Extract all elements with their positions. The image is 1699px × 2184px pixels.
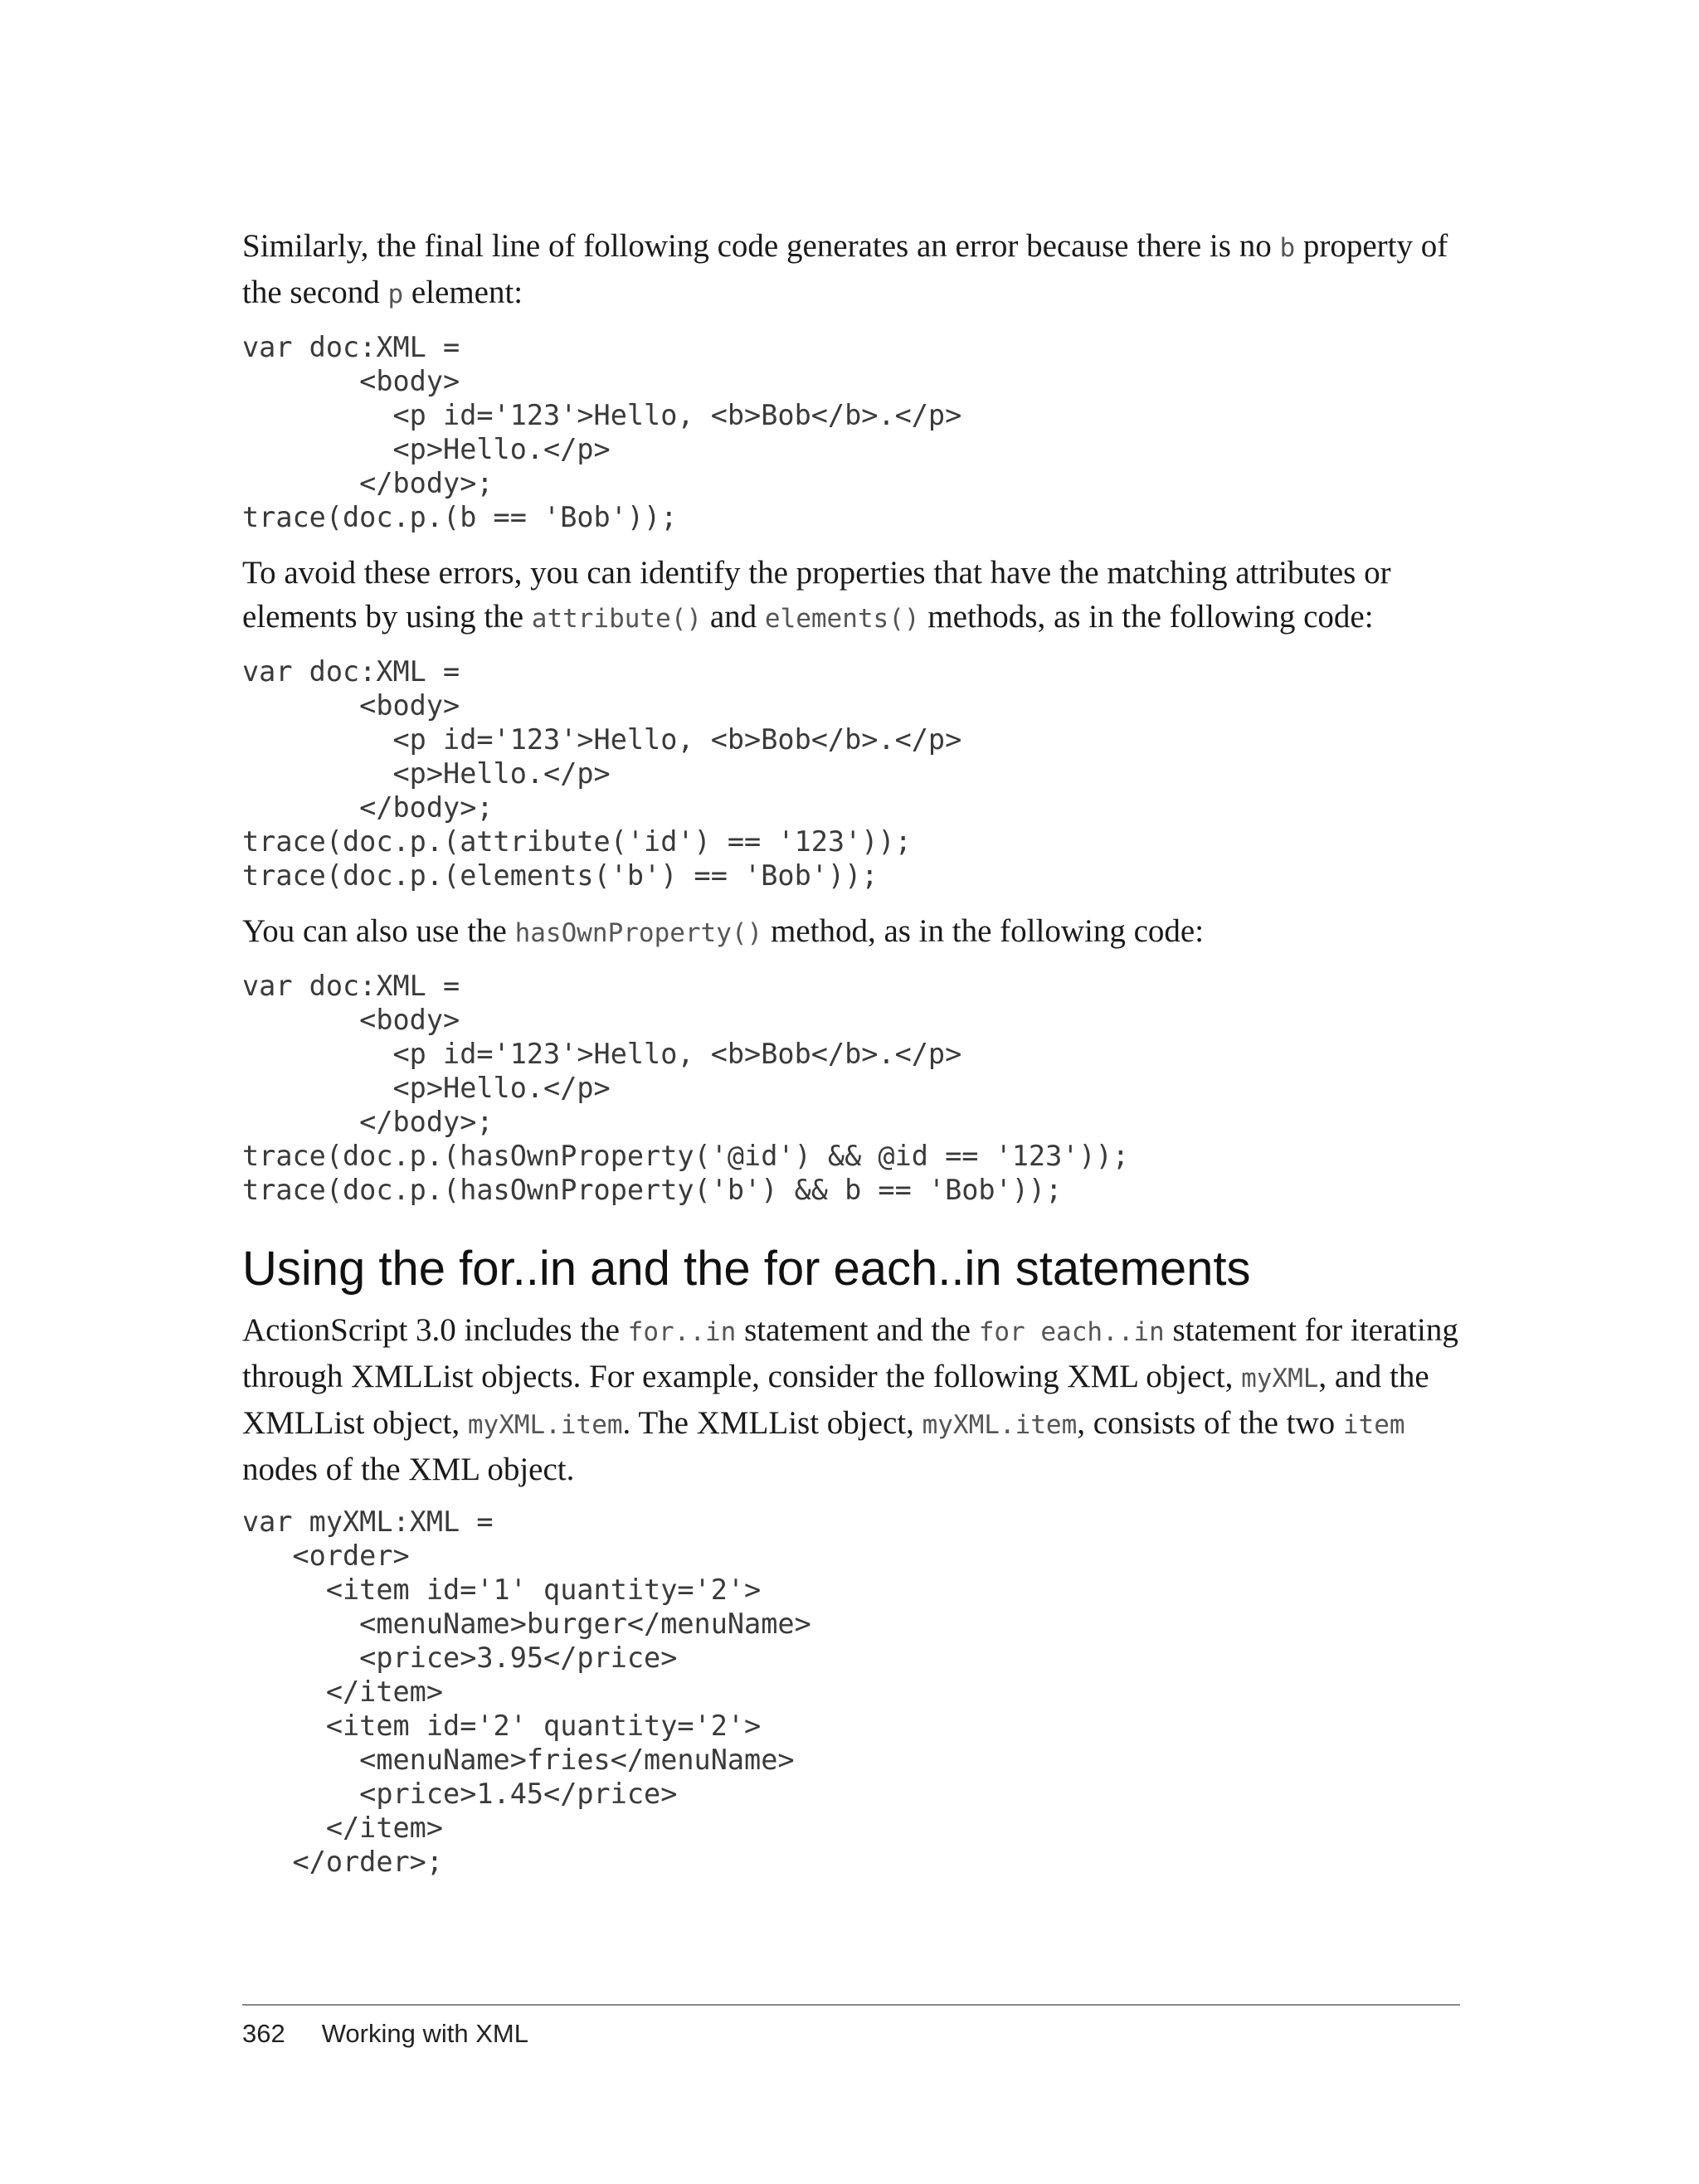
inline-code: hasOwnProperty(): [514, 918, 763, 948]
inline-code: b: [1279, 233, 1296, 263]
inline-code: for..in: [627, 1317, 737, 1347]
code-block-1: var doc:XML = <body> <p id='123'>Hello, <b>Bob</b>.</p> <p>Hello.</p> </body>; trace(doc.p.(b == 'Bob'));: [242, 331, 962, 533]
text: property of the second: [242, 228, 1448, 310]
text: ActionScript 3.0 includes the: [242, 1312, 628, 1348]
inline-code: myXML: [1241, 1364, 1319, 1394]
text: method, as in the following code:: [762, 913, 1205, 949]
section-heading: Using the for..in and the for each..in statements: [242, 1242, 1251, 1296]
inline-code: p: [387, 280, 404, 309]
footer-divider: [242, 2004, 1460, 2006]
paragraph-3: [242, 909, 1460, 956]
page-number: 362: [242, 2019, 285, 2048]
text: nodes of the XML object.: [242, 1452, 575, 1487]
paragraph-1: [242, 224, 1460, 317]
text: Similarly, the final line of following code generates an error because there is no: [242, 228, 1280, 264]
inline-code: myXML.item: [922, 1410, 1078, 1440]
page-content: [242, 224, 1460, 1895]
inline-code: attribute(): [531, 604, 703, 634]
text: . The XMLList object,: [622, 1405, 923, 1441]
text: methods, as in the following code:: [919, 599, 1374, 635]
paragraph-2: [242, 551, 1460, 641]
text: , consists of the two: [1077, 1405, 1343, 1441]
text: To avoid these errors, you can identify the properties that have the matching attributes or elements by using the: [242, 555, 1391, 635]
text: You can also use the: [242, 913, 515, 949]
text: element:: [403, 275, 523, 310]
inline-code: elements(): [764, 604, 920, 634]
paragraph-4: [242, 1308, 1460, 1491]
inline-code: myXML.item: [467, 1410, 623, 1440]
inline-code: for each..in: [978, 1317, 1165, 1347]
text: statement for iterating through XMLList objects. For example, consider the following XML object,: [242, 1312, 1458, 1394]
page-footer: [242, 2017, 528, 2050]
code-block-3: var doc:XML = <body> <p id='123'>Hello, <b>Bob</b>.</p> <p>Hello.</p> </body>; trace(doc.p.(hasOwnProperty('@id') && @id == '123')); trace(doc.p.(hasOwnProperty('b') && b == 'Bob'));: [242, 970, 1129, 1206]
code-block-2: var doc:XML = <body> <p id='123'>Hello, <b>Bob</b>.</p> <p>Hello.</p> </body>; trace(doc.p.(attribute('id') == '123')); trace(doc.p.(elements('b') == 'Bob'));: [242, 655, 962, 892]
text: and: [702, 599, 765, 635]
inline-code: item: [1342, 1410, 1405, 1440]
code-block-4: var myXML:XML = <order> <item id='1' quantity='2'> <menuName>burger</menuName> <price>3.95</price> </item> <item id='2' quantity='2'> <menuName>fries</menuName> <price>1.45</price> </item> </order>;: [242, 1505, 811, 1878]
text: statement and the: [736, 1312, 979, 1348]
text: , and the XMLList object,: [242, 1359, 1429, 1441]
footer-section-title: Working with XML: [321, 2019, 528, 2048]
